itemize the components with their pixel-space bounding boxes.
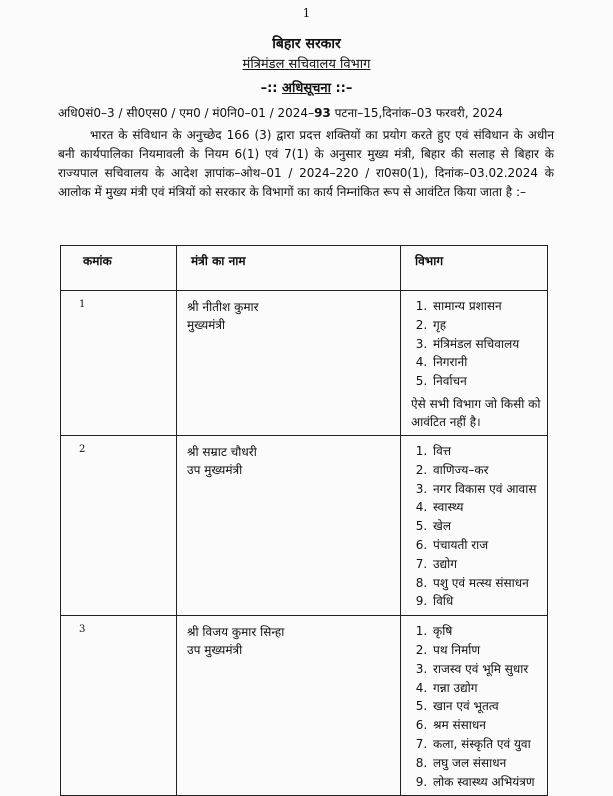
table-row [61, 435, 548, 615]
header-minister-name: मंत्री का नाम [177, 246, 401, 291]
department-list [401, 291, 547, 395]
department-item: 2. गृह [431, 316, 547, 335]
minister-block [177, 291, 400, 334]
department-list [401, 436, 547, 615]
department-item: 9. लोक स्वास्थ्य अभियंत्रण [431, 773, 547, 792]
serial-cell [61, 435, 177, 615]
minister-name: श्री नीतीश कुमार [187, 300, 259, 314]
department-list [401, 616, 547, 795]
department-item: 3. नगर विकास एवं आवास [431, 480, 547, 499]
department-item: 7. कला, संस्कृति एवं युवा [431, 735, 547, 754]
table-row [61, 291, 548, 436]
department-heading [0, 54, 613, 72]
minister-block [177, 436, 400, 479]
header-department: विभाग [401, 246, 548, 291]
minister-designation: उप मुख्यमंत्री [187, 643, 243, 658]
serial-number: 1 [79, 299, 86, 310]
reference-number: 93 [314, 106, 331, 120]
minister-cell [177, 291, 401, 436]
reference-suffix: पटना–15,दिनांक–03 फरवरी, 2024 [330, 106, 503, 120]
serial-cell [61, 616, 177, 796]
department-item: 6. पंचायती राज [431, 536, 547, 555]
department-item: 5. खान एवं भूतत्व [431, 697, 547, 716]
department-item: 6. श्रम संसाधन [431, 716, 547, 735]
minister-designation: उप मुख्यमंत्री [187, 462, 243, 477]
department-item: 4. निगरानी [431, 353, 547, 372]
minister-block [177, 616, 400, 659]
department-item: 8. लघु जल संसाधन [431, 754, 547, 773]
minister-name: श्री सम्राट चौधरी [187, 444, 257, 459]
minister-table [60, 245, 548, 796]
department-cell [401, 291, 548, 436]
body-paragraph: भारत के संविधान के अनुच्छेद 166 (3) द्वारा प्रदत्त शक्तियों का प्रयोग करते हुए एवं संविधान के अधीन बनी कार्यपालिका नियमावली के नियम 6(1) एवं 7(1) के अनुसार मुख्य मंत्री, बिहार की सलाह से बिहार के राज्यपाल सचिवालय के आदेश ज्ञापांक–ओथ–01 / 2024–220 / रा0स0(1), दिनांक–03.02.2024 के आलोक में मुख्य मंत्री एवं मंत्रियों को सरकार के विभागों का कार्य निम्नांकित रूप से आवंटित किया जाता है :– [58, 128, 554, 199]
department-item: 3. राजस्व एवं भूमि सुधार [431, 660, 547, 679]
reference-line [58, 104, 503, 121]
reference-prefix: अधि0सं0–3 / सी0एस0 / एम0 / मं0नि0–01 / 2024– [58, 106, 315, 120]
minister-cell [177, 435, 401, 615]
page-number: 1 [302, 6, 311, 20]
notification-title: अधिसूचना [282, 81, 331, 96]
department-note: ऐसे सभी विभाग जो किसी को आवंटित नहीं है। [411, 396, 541, 429]
serial-cell [61, 291, 177, 436]
department-item: 2. पथ निर्माण [431, 641, 547, 660]
department-item: 5. खेल [431, 517, 547, 536]
department-item: 8. पशु एवं मत्स्य संसाधन [431, 574, 547, 593]
department-item: 2. वाणिज्य–कर [431, 461, 547, 480]
notification-suffix: ::– [330, 81, 353, 96]
header-serial: कमांक [61, 246, 177, 291]
minister-name: श्री विजय कुमार सिन्हा [187, 625, 285, 640]
department-item: 1. कृषि [431, 622, 547, 641]
department-item: 1. सामान्य प्रशासन [431, 297, 547, 316]
department-item: 5. निर्वाचन [431, 372, 547, 391]
notification-prefix: –:: [260, 81, 283, 96]
department-item: 4. स्वास्थ्य [431, 498, 547, 517]
department-item: 4. गन्ना उद्योग [431, 679, 547, 698]
department-item: 1. वित्त [431, 442, 547, 461]
minister-designation: मुख्यमंत्री [187, 318, 226, 332]
department-item: 7. उद्योग [431, 555, 547, 574]
department-name: मंत्रिमंडल सचिवालय विभाग [242, 57, 371, 72]
serial-number: 2 [79, 443, 86, 455]
table-body [61, 291, 548, 796]
department-item: 3. मंत्रिमंडल सचिवालय [431, 335, 547, 354]
table-header-row [61, 246, 548, 291]
department-cell [401, 435, 548, 615]
minister-cell [177, 616, 401, 796]
department-item: 9. विधि [431, 592, 547, 611]
department-cell [401, 616, 548, 796]
notification-heading [0, 78, 613, 96]
government-heading: बिहार सरकार [272, 36, 341, 52]
serial-number: 3 [79, 624, 86, 636]
table-row [61, 616, 548, 796]
